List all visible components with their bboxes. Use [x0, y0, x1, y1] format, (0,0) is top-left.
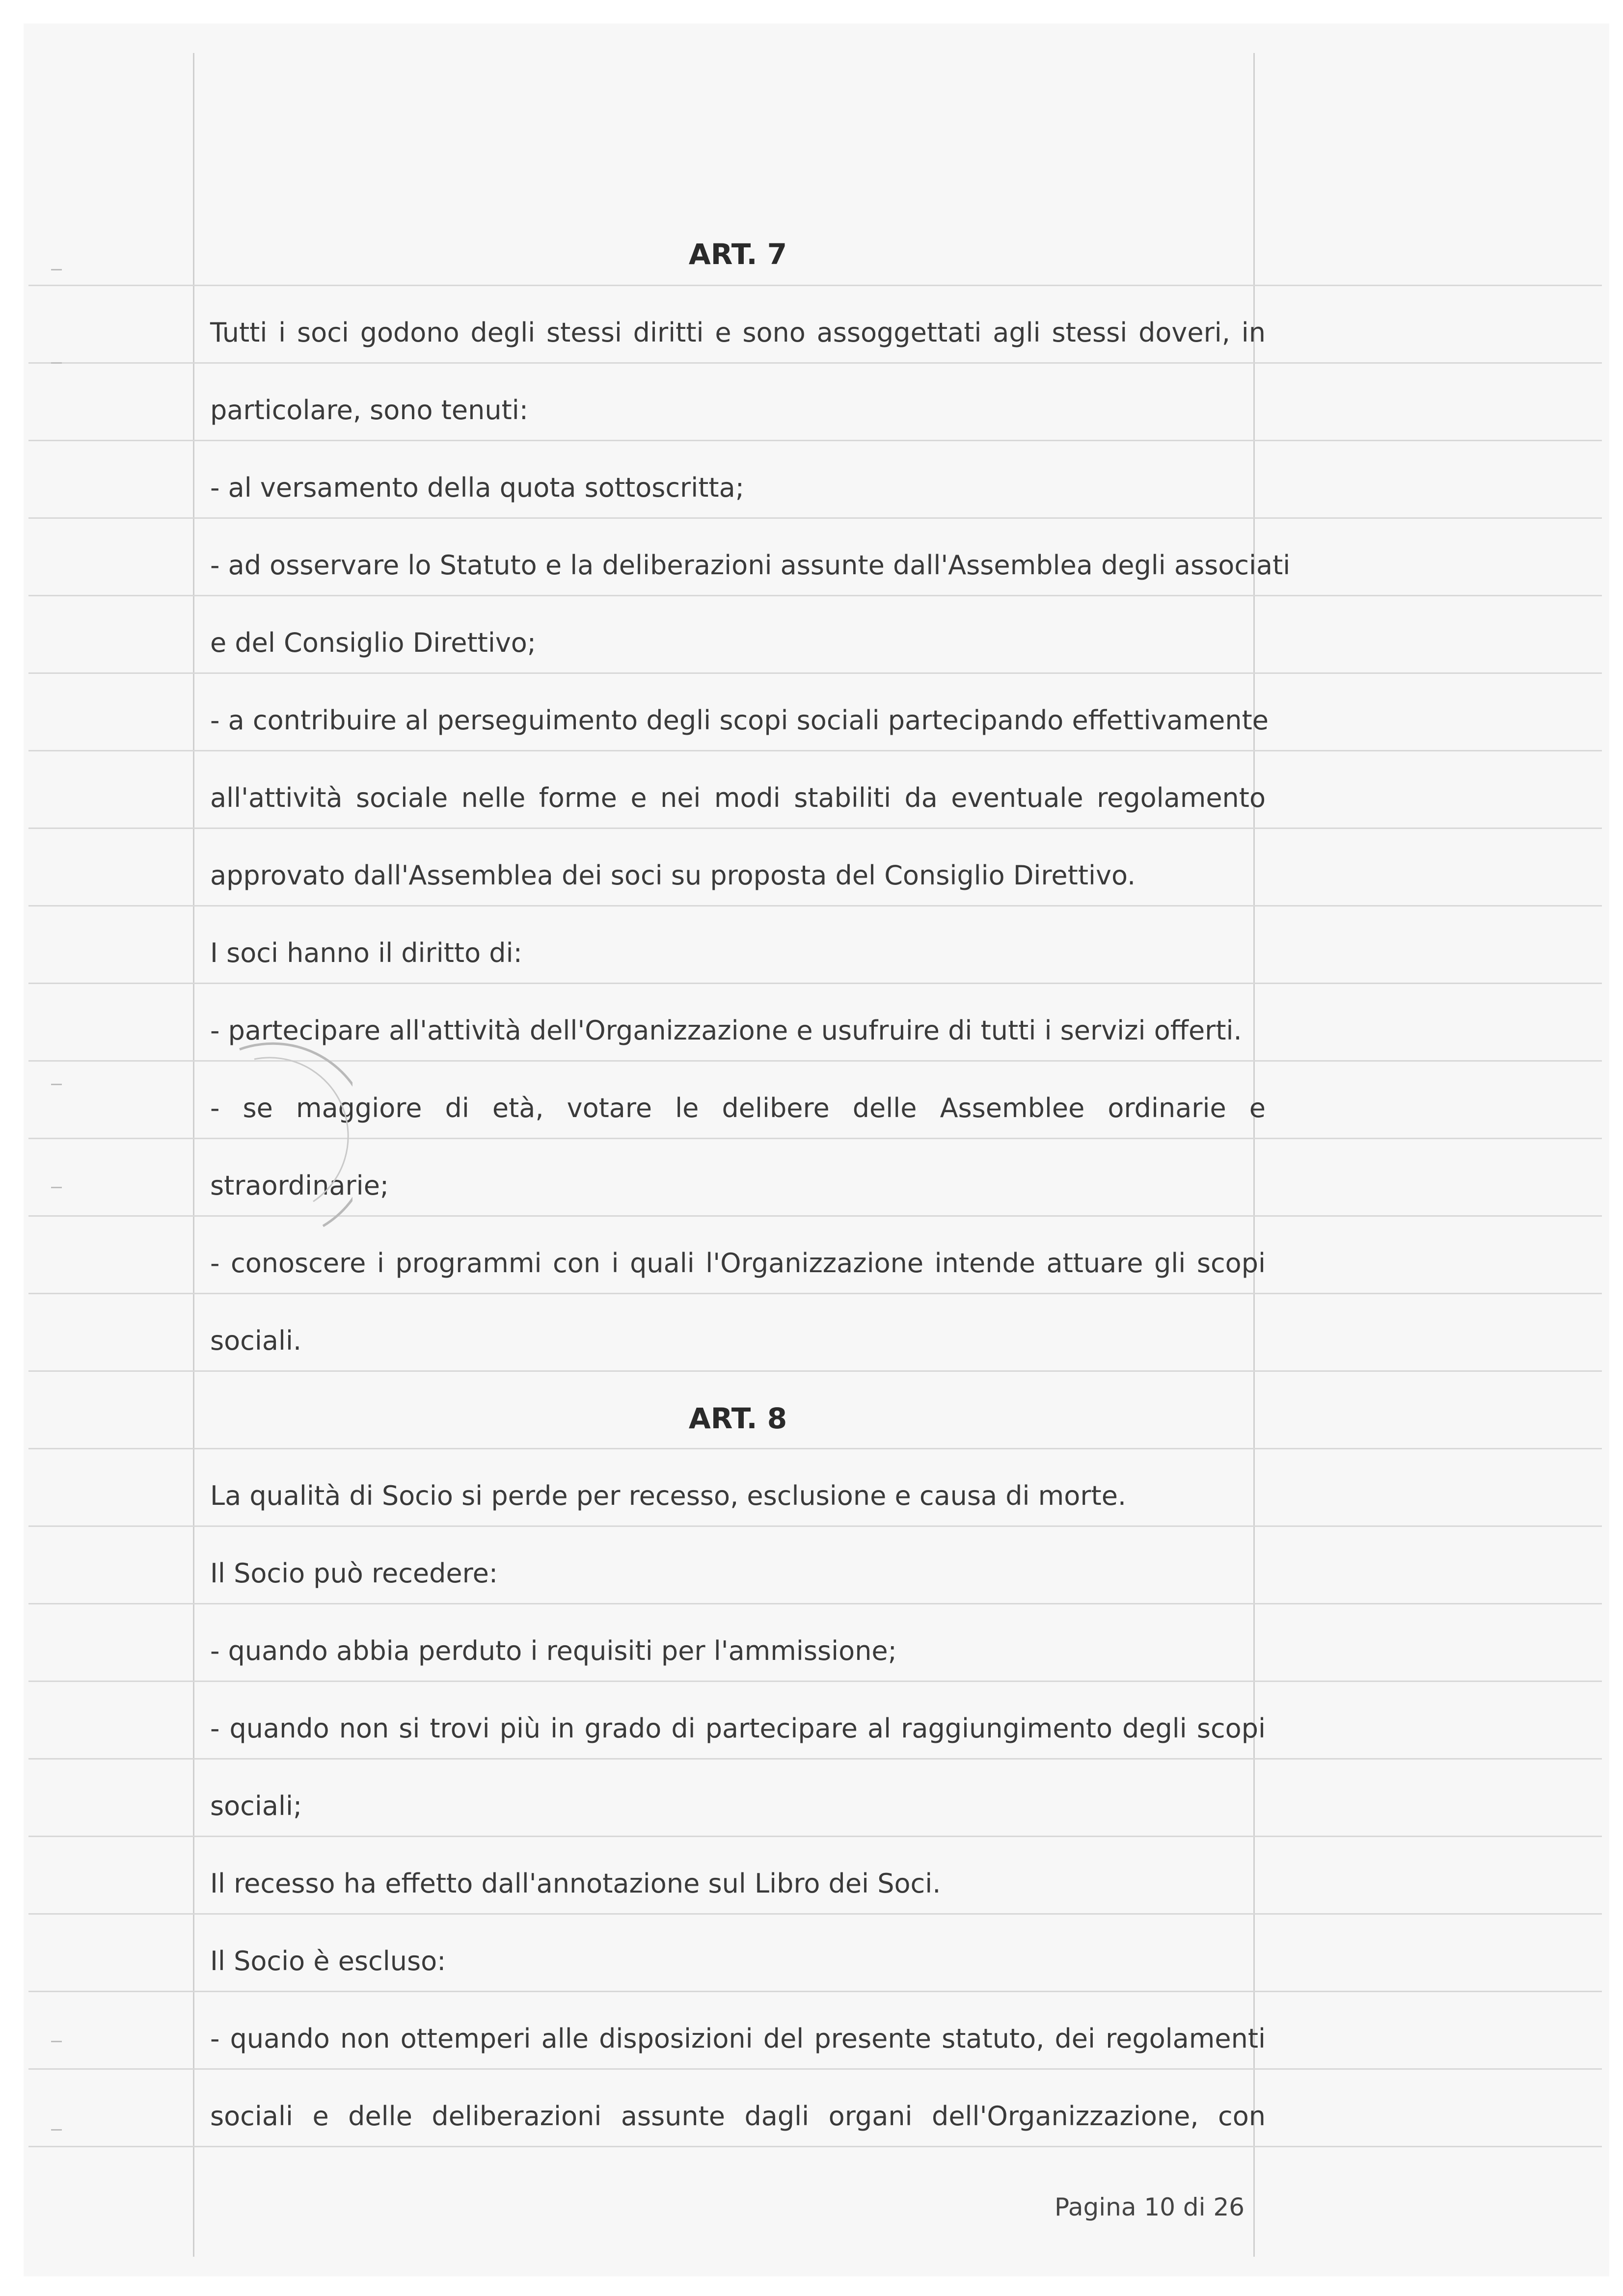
text-line: sociali; [210, 1790, 302, 1821]
ruled-line [28, 1448, 1602, 1449]
ruled-line [28, 285, 1602, 286]
ruled-line [28, 1758, 1602, 1760]
text-line: sociali e delle deliberazioni assunte dagli organi dell'Organizzazione, con [210, 2101, 1266, 2132]
margin-tick [51, 1187, 62, 1188]
text-line: - quando non si trovi più in grado di partecipare al raggiungimento degli scopi [210, 1713, 1266, 1744]
margin-tick [51, 1084, 62, 1085]
text-line: - quando abbia perduto i requisiti per l'ammissione; [210, 1635, 897, 1666]
text-line: - se maggiore di età, votare le delibere delle Assemblee ordinarie e [210, 1093, 1266, 1123]
ruled-line [28, 440, 1602, 441]
text-line: Il Socio può recedere: [210, 1558, 498, 1589]
text-line: - a contribuire al perseguimento degli scopi sociali partecipando effettivamente [210, 705, 1269, 736]
ruled-line [28, 2146, 1602, 2147]
margin-tick [51, 269, 62, 270]
article-heading-8: ART. 8 [688, 1402, 787, 1435]
ruled-line [28, 595, 1602, 596]
ruled-line [28, 1913, 1602, 1915]
text-line: - quando non ottemperi alle disposizioni del presente statuto, dei regolamenti [210, 2023, 1266, 2054]
text-line: I soci hanno il diritto di: [210, 937, 522, 968]
ruled-line [28, 517, 1602, 519]
text-line: straordinarie; [210, 1170, 389, 1201]
text-line: sociali. [210, 1325, 302, 1356]
ruled-line [28, 1293, 1602, 1294]
text-line: Tutti i soci godono degli stessi diritti e sono assoggettati agli stessi doveri, in [210, 317, 1266, 348]
text-line: - conoscere i programmi con i quali l'Organizzazione intende attuare gli scopi [210, 1248, 1266, 1279]
ruled-line [28, 1603, 1602, 1604]
text-line: Il Socio è escluso: [210, 1946, 446, 1976]
text-line: - partecipare all'attività dell'Organizzazione e usufruire di tutti i servizi offerti. [210, 1015, 1242, 1046]
ruled-line [28, 1370, 1602, 1372]
ruled-line [28, 905, 1602, 907]
margin-tick [51, 362, 62, 364]
document-page [24, 24, 1609, 2276]
ruled-line [28, 2068, 1602, 2070]
ruled-line [28, 828, 1602, 829]
stamp-imprint [225, 1040, 352, 1236]
text-line: - al versamento della quota sottoscritta; [210, 472, 744, 503]
page-number: Pagina 10 di 26 [1055, 2193, 1245, 2221]
margin-tick [51, 2041, 62, 2042]
text-line: e del Consiglio Direttivo; [210, 627, 537, 658]
ruled-line [28, 750, 1602, 751]
ruled-line [28, 672, 1602, 674]
ruled-line [28, 362, 1602, 364]
ruled-line [28, 1681, 1602, 1682]
text-line: Il recesso ha effetto dall'annotazione sul Libro dei Soci. [210, 1868, 941, 1899]
ruled-line [28, 1991, 1602, 1992]
ruled-line [28, 983, 1602, 984]
ruled-line [28, 1836, 1602, 1837]
text-line: approvato dall'Assemblea dei soci su proposta del Consiglio Direttivo. [210, 860, 1136, 891]
text-line: La qualità di Socio si perde per recesso, esclusione e causa di morte. [210, 1480, 1127, 1511]
text-line: all'attività sociale nelle forme e nei modi stabiliti da eventuale regolamento [210, 782, 1266, 813]
article-heading-7: ART. 7 [688, 238, 787, 271]
text-line: particolare, sono tenuti: [210, 395, 528, 426]
text-line: - ad osservare lo Statuto e la deliberazioni assunte dall'Assemblea degli associati [210, 550, 1291, 581]
margin-tick [51, 2129, 62, 2131]
ruled-line [28, 1525, 1602, 1527]
